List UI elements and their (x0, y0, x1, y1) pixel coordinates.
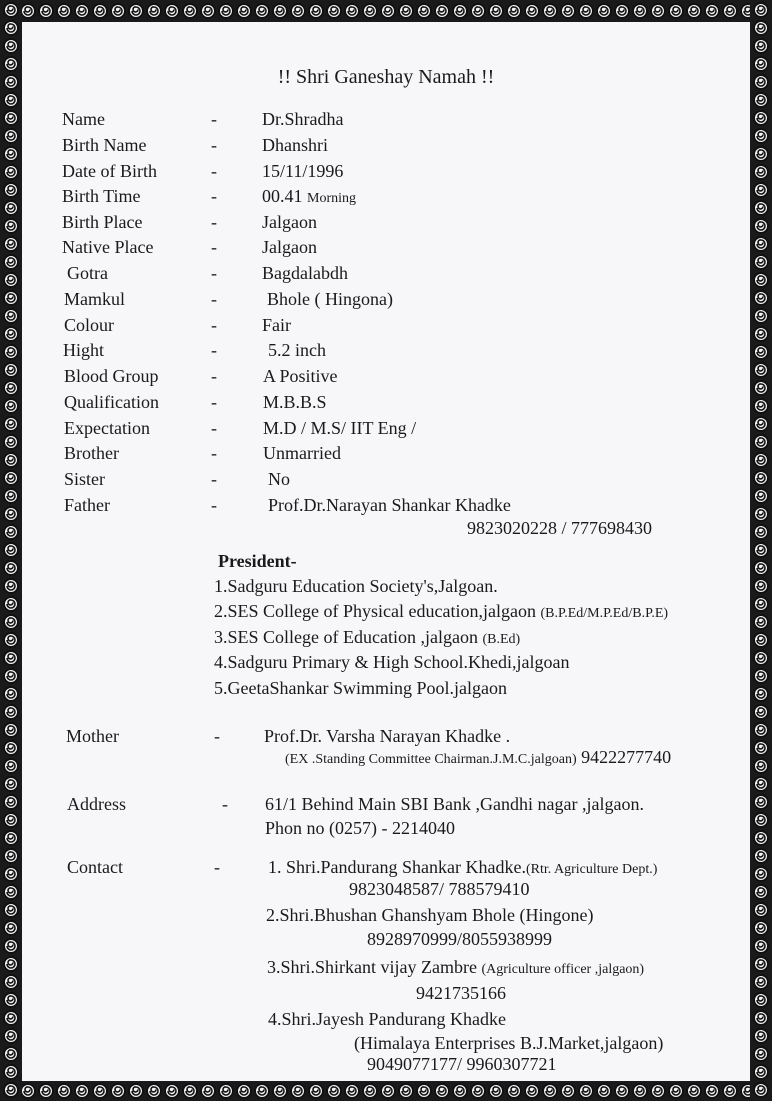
president-item-note: (B.P.Ed/M.P.Ed/B.P.E) (540, 606, 669, 621)
swirl-ornament (615, 1084, 629, 1098)
swirl-ornament (754, 1083, 768, 1097)
swirl-ornament (754, 579, 768, 593)
field-label: Birth Place (62, 212, 143, 232)
swirl-ornament (129, 4, 143, 18)
swirl-ornament (754, 957, 768, 971)
swirl-ornament (291, 1084, 305, 1098)
field-value: Dr.Shradha (262, 109, 344, 129)
swirl-ornament (237, 4, 251, 18)
separator-dash: - (211, 443, 217, 463)
swirl-ornament (4, 561, 18, 575)
swirl-ornament (4, 129, 18, 143)
swirl-ornament (4, 525, 18, 539)
contact-phone: 9823048587/ 788579410 (349, 879, 530, 899)
swirl-ornament (4, 939, 18, 953)
swirl-ornament (4, 273, 18, 287)
field-label: Name (62, 109, 105, 129)
swirl-ornament (4, 507, 18, 521)
contact-phone: 9049077177/ 9960307721 (367, 1054, 557, 1074)
swirl-ornament (4, 615, 18, 629)
swirl-ornament (4, 705, 18, 719)
field-label: Expectation (64, 418, 150, 438)
decorative-border-bottom (0, 1081, 772, 1101)
swirl-ornament (4, 111, 18, 125)
birth-time-value: 00.41 (262, 186, 303, 206)
swirl-ornament (754, 237, 768, 251)
swirl-ornament (4, 435, 18, 449)
swirl-ornament (219, 1084, 233, 1098)
swirl-ornament (754, 273, 768, 287)
field-value: Bagdalabdh (262, 263, 348, 283)
swirl-ornament (723, 4, 737, 18)
swirl-ornament (633, 4, 647, 18)
field-value: Fair (262, 315, 291, 335)
president-item: 5.GeetaShankar Swimming Pool.jalgaon (214, 678, 507, 698)
swirl-ornament (754, 615, 768, 629)
separator-dash: - (211, 263, 217, 283)
mother-note-line (285, 747, 671, 768)
swirl-ornament (754, 633, 768, 647)
decorative-border-left (0, 0, 22, 1101)
field-value: Jalgaon (262, 212, 317, 232)
swirl-ornament (754, 1029, 768, 1043)
swirl-ornament (754, 435, 768, 449)
swirl-ornament (4, 867, 18, 881)
swirl-ornament (147, 4, 161, 18)
separator-dash: - (211, 237, 217, 257)
separator-dash: - (214, 726, 220, 746)
page-title: !! Shri Ganeshay Namah !! (277, 66, 495, 88)
swirl-ornament (754, 525, 768, 539)
swirl-ornament (561, 4, 575, 18)
contact-name-text: 3.Shri.Shirkant vijay Zambre (267, 957, 477, 977)
swirl-ornament (754, 741, 768, 755)
swirl-ornament (417, 1084, 431, 1098)
swirl-ornament (4, 1083, 18, 1097)
swirl-ornament (21, 1084, 35, 1098)
swirl-ornament (754, 363, 768, 377)
separator-dash: - (211, 366, 217, 386)
field-label: Mamkul (64, 289, 125, 309)
swirl-ornament (4, 579, 18, 593)
contact-note: (Agriculture officer ,jalgaon) (481, 962, 645, 977)
swirl-ornament (754, 21, 768, 35)
swirl-ornament (93, 4, 107, 18)
swirl-ornament (147, 1084, 161, 1098)
swirl-ornament (754, 849, 768, 863)
swirl-ornament (489, 4, 503, 18)
separator-dash: - (211, 469, 217, 489)
swirl-ornament (4, 399, 18, 413)
swirl-ornament (4, 309, 18, 323)
swirl-ornament (4, 489, 18, 503)
swirl-ornament (525, 4, 539, 18)
swirl-ornament (754, 759, 768, 773)
swirl-ornament (4, 957, 18, 971)
swirl-ornament (4, 849, 18, 863)
field-value: Dhanshri (262, 135, 328, 155)
field-label: Gotra (67, 263, 108, 283)
separator-dash: - (222, 794, 228, 814)
swirl-ornament (327, 4, 341, 18)
swirl-ornament (543, 4, 557, 18)
field-label: Father (64, 495, 110, 515)
swirl-ornament (754, 1011, 768, 1025)
swirl-ornament (381, 1084, 395, 1098)
swirl-ornament (754, 489, 768, 503)
field-value: 15/11/1996 (262, 161, 344, 181)
contact-name-text: 1. Shri.Pandurang Shankar Khadke. (268, 857, 526, 877)
swirl-ornament (754, 93, 768, 107)
address-phone: Phon no (0257) - 2214040 (265, 818, 455, 838)
field-label: Qualification (64, 392, 159, 412)
president-heading: President- (218, 551, 297, 571)
swirl-ornament (705, 4, 719, 18)
swirl-ornament (543, 1084, 557, 1098)
separator-dash: - (211, 186, 217, 206)
swirl-ornament (4, 723, 18, 737)
swirl-ornament (4, 831, 18, 845)
swirl-ornament (754, 705, 768, 719)
separator-dash: - (211, 495, 217, 515)
separator-dash: - (211, 340, 217, 360)
swirl-ornament (754, 921, 768, 935)
field-value: No (268, 469, 290, 489)
swirl-ornament (754, 1047, 768, 1061)
swirl-ornament (435, 4, 449, 18)
contact-phone: 8928970999/8055938999 (367, 929, 553, 949)
swirl-ornament (4, 795, 18, 809)
field-label: Brother (64, 443, 119, 463)
swirl-ornament (754, 813, 768, 827)
swirl-ornament (255, 4, 269, 18)
swirl-ornament (4, 1047, 18, 1061)
swirl-ornament (705, 1084, 719, 1098)
field-value (262, 186, 356, 207)
swirl-ornament (754, 903, 768, 917)
swirl-ornament (579, 4, 593, 18)
swirl-ornament (4, 219, 18, 233)
swirl-ornament (597, 4, 611, 18)
swirl-ornament (4, 777, 18, 791)
swirl-ornament (309, 4, 323, 18)
swirl-ornament (754, 165, 768, 179)
separator-dash: - (211, 418, 217, 438)
president-item: 4.Sadguru Primary & High School.Khedi,jalgoan (214, 652, 570, 672)
swirl-ornament (754, 597, 768, 611)
swirl-ornament (754, 255, 768, 269)
field-label: Contact (67, 857, 123, 877)
swirl-ornament (4, 669, 18, 683)
swirl-ornament (111, 4, 125, 18)
field-label: Birth Name (62, 135, 147, 155)
field-label: Mother (66, 726, 119, 746)
field-value: Unmarried (263, 443, 341, 463)
swirl-ornament (4, 651, 18, 665)
swirl-ornament (165, 4, 179, 18)
contact-note: (Himalaya Enterprises B.J.Market,jalgaon) (354, 1033, 664, 1053)
swirl-ornament (381, 4, 395, 18)
swirl-ornament (754, 1065, 768, 1079)
swirl-ornament (687, 1084, 701, 1098)
swirl-ornament (579, 1084, 593, 1098)
decorative-border-top (0, 0, 772, 22)
swirl-ornament (309, 1084, 323, 1098)
swirl-ornament (471, 1084, 485, 1098)
swirl-ornament (4, 381, 18, 395)
swirl-ornament (75, 1084, 89, 1098)
swirl-ornament (273, 4, 287, 18)
swirl-ornament (754, 507, 768, 521)
swirl-ornament (291, 4, 305, 18)
contact-name (268, 857, 657, 878)
swirl-ornament (165, 1084, 179, 1098)
swirl-ornament (471, 4, 485, 18)
swirl-ornament (4, 39, 18, 53)
swirl-ornament (4, 975, 18, 989)
swirl-ornament (754, 975, 768, 989)
swirl-ornament (201, 4, 215, 18)
president-item-text: 3.SES College of Education ,jalgaon (214, 627, 478, 647)
swirl-ornament (453, 1084, 467, 1098)
swirl-ornament (754, 291, 768, 305)
swirl-ornament (39, 4, 53, 18)
swirl-ornament (489, 1084, 503, 1098)
swirl-ornament (754, 669, 768, 683)
swirl-ornament (754, 723, 768, 737)
swirl-ornament (754, 129, 768, 143)
swirl-ornament (754, 687, 768, 701)
swirl-ornament (754, 3, 768, 17)
swirl-ornament (363, 4, 377, 18)
swirl-ornament (201, 1084, 215, 1098)
separator-dash: - (211, 392, 217, 412)
field-value: Prof.Dr. Varsha Narayan Khadke . (264, 726, 511, 746)
swirl-ornament (4, 813, 18, 827)
swirl-ornament (754, 201, 768, 215)
contact-name: 4.Shri.Jayesh Pandurang Khadke (268, 1009, 506, 1029)
swirl-ornament (327, 1084, 341, 1098)
field-label: Hight (63, 340, 105, 360)
field-value: M.D / M.S/ IIT Eng / (263, 418, 417, 438)
swirl-ornament (4, 3, 18, 17)
contact-note: (Rtr. Agriculture Dept.) (525, 862, 658, 877)
swirl-ornament (399, 1084, 413, 1098)
mother-phone: 9422277740 (581, 747, 672, 767)
swirl-ornament (4, 453, 18, 467)
swirl-ornament (4, 291, 18, 305)
field-value: Jalgaon (262, 237, 317, 257)
contact-name (267, 957, 644, 978)
mother-note: (EX .Standing Committee Chairman.J.M.C.jalgoan) (285, 752, 577, 767)
separator-dash: - (211, 315, 217, 335)
swirl-ornament (4, 1029, 18, 1043)
president-item-note: (B.Ed) (482, 632, 521, 647)
swirl-ornament (4, 921, 18, 935)
field-label: Address (67, 794, 126, 814)
field-label: Blood Group (64, 366, 159, 386)
swirl-ornament (754, 777, 768, 791)
swirl-ornament (4, 741, 18, 755)
swirl-ornament (507, 4, 521, 18)
swirl-ornament (754, 471, 768, 485)
swirl-ornament (57, 1084, 71, 1098)
contact-name: 2.Shri.Bhushan Ghanshyam Bhole (Hingone) (266, 905, 594, 925)
swirl-ornament (57, 4, 71, 18)
separator-dash: - (211, 109, 217, 129)
swirl-ornament (669, 1084, 683, 1098)
swirl-ornament (4, 21, 18, 35)
swirl-ornament (4, 327, 18, 341)
swirl-ornament (345, 4, 359, 18)
field-label: Sister (64, 469, 106, 489)
swirl-ornament (363, 1084, 377, 1098)
swirl-ornament (754, 345, 768, 359)
president-item (214, 601, 668, 622)
contact-phone: 9421735166 (416, 983, 506, 1003)
field-label: Native Place (62, 237, 154, 257)
swirl-ornament (255, 1084, 269, 1098)
separator-dash: - (211, 161, 217, 181)
swirl-ornament (651, 1084, 665, 1098)
swirl-ornament (399, 4, 413, 18)
swirl-ornament (4, 597, 18, 611)
swirl-ornament (633, 1084, 647, 1098)
swirl-ornament (183, 4, 197, 18)
swirl-ornament (754, 417, 768, 431)
swirl-ornament (345, 1084, 359, 1098)
swirl-ornament (754, 111, 768, 125)
swirl-ornament (754, 543, 768, 557)
field-value: Bhole ( Hingona) (267, 289, 393, 309)
swirl-ornament (39, 1084, 53, 1098)
swirl-ornament (754, 831, 768, 845)
swirl-ornament (754, 381, 768, 395)
swirl-ornament (754, 327, 768, 341)
swirl-ornament (4, 633, 18, 647)
swirl-ornament (597, 1084, 611, 1098)
swirl-ornament (4, 759, 18, 773)
field-label: Colour (64, 315, 115, 335)
field-label: Date of Birth (62, 161, 157, 181)
swirl-ornament (237, 1084, 251, 1098)
swirl-ornament (754, 867, 768, 881)
swirl-ornament (4, 1065, 18, 1079)
swirl-ornament (754, 453, 768, 467)
separator-dash: - (211, 135, 217, 155)
swirl-ornament (507, 1084, 521, 1098)
swirl-ornament (669, 4, 683, 18)
swirl-ornament (4, 255, 18, 269)
decorative-border-right (750, 0, 772, 1101)
swirl-ornament (754, 561, 768, 575)
swirl-ornament (754, 885, 768, 899)
swirl-ornament (417, 4, 431, 18)
field-value: 5.2 inch (268, 340, 326, 360)
swirl-ornament (561, 1084, 575, 1098)
field-value: M.B.B.S (263, 392, 327, 412)
swirl-ornament (4, 993, 18, 1007)
swirl-ornament (4, 471, 18, 485)
swirl-ornament (754, 399, 768, 413)
swirl-ornament (754, 939, 768, 953)
swirl-ornament (4, 903, 18, 917)
swirl-ornament (129, 1084, 143, 1098)
field-value: 61/1 Behind Main SBI Bank ,Gandhi nagar ,jalgaon. (265, 794, 644, 814)
swirl-ornament (754, 993, 768, 1007)
swirl-ornament (75, 4, 89, 18)
president-item: 1.Sadguru Education Society's,Jalgoan. (214, 576, 498, 596)
swirl-ornament (435, 1084, 449, 1098)
swirl-ornament (754, 183, 768, 197)
swirl-ornament (754, 39, 768, 53)
swirl-ornament (4, 147, 18, 161)
swirl-ornament (754, 147, 768, 161)
swirl-ornament (4, 165, 18, 179)
swirl-ornament (4, 183, 18, 197)
swirl-ornament (723, 1084, 737, 1098)
swirl-ornament (754, 795, 768, 809)
birth-time-period: Morning (307, 191, 356, 206)
swirl-ornament (219, 4, 233, 18)
swirl-ornament (4, 687, 18, 701)
field-value: A Positive (263, 366, 338, 386)
swirl-ornament (4, 885, 18, 899)
separator-dash: - (211, 212, 217, 232)
swirl-ornament (754, 309, 768, 323)
swirl-ornament (4, 417, 18, 431)
swirl-ornament (4, 237, 18, 251)
president-item (214, 627, 520, 648)
swirl-ornament (273, 1084, 287, 1098)
swirl-ornament (4, 363, 18, 377)
swirl-ornament (4, 201, 18, 215)
swirl-ornament (754, 651, 768, 665)
separator-dash: - (214, 857, 220, 877)
swirl-ornament (21, 4, 35, 18)
field-label: Birth Time (62, 186, 141, 206)
swirl-ornament (4, 93, 18, 107)
swirl-ornament (453, 4, 467, 18)
swirl-ornament (525, 1084, 539, 1098)
swirl-ornament (111, 1084, 125, 1098)
president-item-text: 2.SES College of Physical education,jalgaon (214, 601, 536, 621)
swirl-ornament (651, 4, 665, 18)
swirl-ornament (183, 1084, 197, 1098)
swirl-ornament (687, 4, 701, 18)
swirl-ornament (93, 1084, 107, 1098)
separator-dash: - (211, 289, 217, 309)
father-phone: 9823020228 / 777698430 (467, 518, 653, 538)
swirl-ornament (4, 345, 18, 359)
field-value: Prof.Dr.Narayan Shankar Khadke (268, 495, 511, 515)
swirl-ornament (4, 543, 18, 557)
swirl-ornament (754, 219, 768, 233)
swirl-ornament (4, 1011, 18, 1025)
swirl-ornament (615, 4, 629, 18)
